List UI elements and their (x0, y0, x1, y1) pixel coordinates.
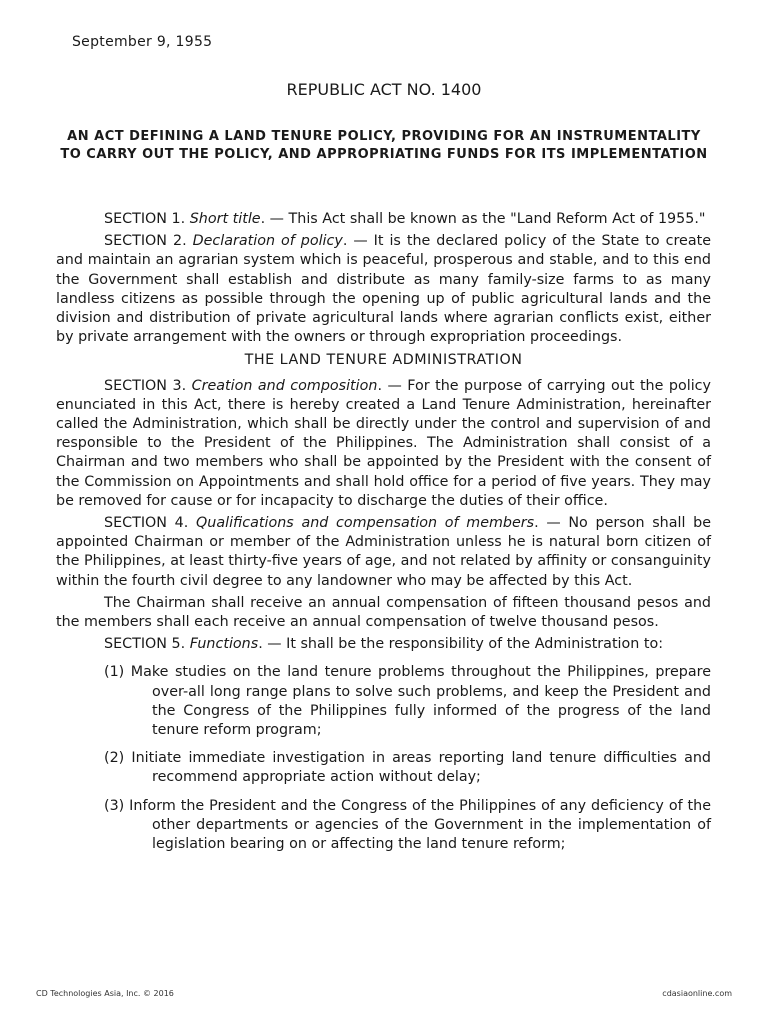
section-4-prefix: SECTION 4. (104, 515, 197, 532)
section-3-text: . — For the purpose of carrying out the policy enunciated in this Act, there is hereby created a Land Tenure Administration, hereinafter called the Administration, which shall be directly under the control and supervision of and responsible to the President of the Philippines. The Administration shall consist of a Chairman and two members who shall be appointed by the President with the consent of the Commission on Appointments and shall hold office for a period of five years. They may be removed for cause or for incapacity to discharge the duties of their office. (56, 377, 711, 509)
act-subtitle: AN ACT DEFINING A LAND TENURE POLICY, PROVIDING FOR AN INSTRUMENTALITY TO CARRY OUT THE POLICY, AND APPROPRIATING FUNDS FOR ITS IMPLEMENTATION (60, 129, 708, 162)
section-5 (56, 635, 711, 654)
function-item-3: (3) Inform the President and the Congress of the Philippines of any deficiency of the other departments or agencies of the Government in the implementation of legislation bearing on or affecting the land tenure reform; (104, 797, 711, 853)
section-4-text: . — No person shall be appointed Chairman or member of the Administration unless he is natural born citizen of the Philippines, at least thirty-five years of age, and not related by affinity or consanguinity within the fourth civil degree to any landowner who may be affected by this Act. (56, 515, 711, 589)
section-3-heading: Creation and composition (191, 377, 378, 394)
footer-copyright: CD Technologies Asia, Inc. © 2016 (36, 989, 174, 998)
section-1 (56, 210, 711, 229)
document-body (56, 210, 711, 854)
section-2-text: . — It is the declared policy of the State to create and maintain an agrarian system which is peaceful, prosperous and stable, and to this end the Government shall establish and distribute as many family-size farms to as many landless citizens as possible through the opening up of public agricultural lands and the division and distribution of private agricultural lands where agrarian conflicts exist, either by private arrangement with the owners or through expropriation proceedings. (56, 233, 711, 346)
footer-website: cdasiaonline.com (662, 989, 732, 998)
section-1-prefix: SECTION 1. (104, 211, 190, 227)
function-item-2: (2) Initiate immediate investigation in areas reporting land tenure difficulties and recommend appropriate action without delay; (104, 750, 711, 786)
section-2 (56, 232, 711, 347)
section-5-text: . — It shall be the responsibility of the Administration to: (258, 636, 664, 653)
section-3-prefix: SECTION 3. (104, 377, 192, 394)
section-5-prefix: SECTION 5. (104, 636, 190, 653)
act-title: REPUBLIC ACT NO. 1400 (286, 80, 482, 99)
admin-heading: THE LAND TENURE ADMINISTRATION (244, 352, 523, 369)
section-2-prefix: SECTION 2. (104, 233, 193, 250)
function-item-1: (1) Make studies on the land tenure problems throughout the Philippines, prepare over-all long range plans to solve such problems, and keep the President and the Congress of the Philippines fully informed of the progress of the land tenure reform program; (104, 664, 711, 739)
section-3 (56, 377, 711, 511)
section-4 (56, 514, 711, 591)
section-5-heading: Functions (189, 636, 259, 653)
section-1-text: . — This Act shall be known as the "Land Reform Act of 1955." (260, 211, 706, 227)
section-2-heading: Declaration of policy (192, 233, 343, 250)
section-4-heading: Qualifications and compensation of members (196, 515, 535, 532)
section-1-heading: Short title (189, 211, 261, 227)
section-4-compensation: The Chairman shall receive an annual compensation of fifteen thousand pesos and the members shall each receive an annual compensation of twelve thousand pesos. (56, 594, 711, 631)
document-date: September 9, 1955 (72, 34, 213, 50)
